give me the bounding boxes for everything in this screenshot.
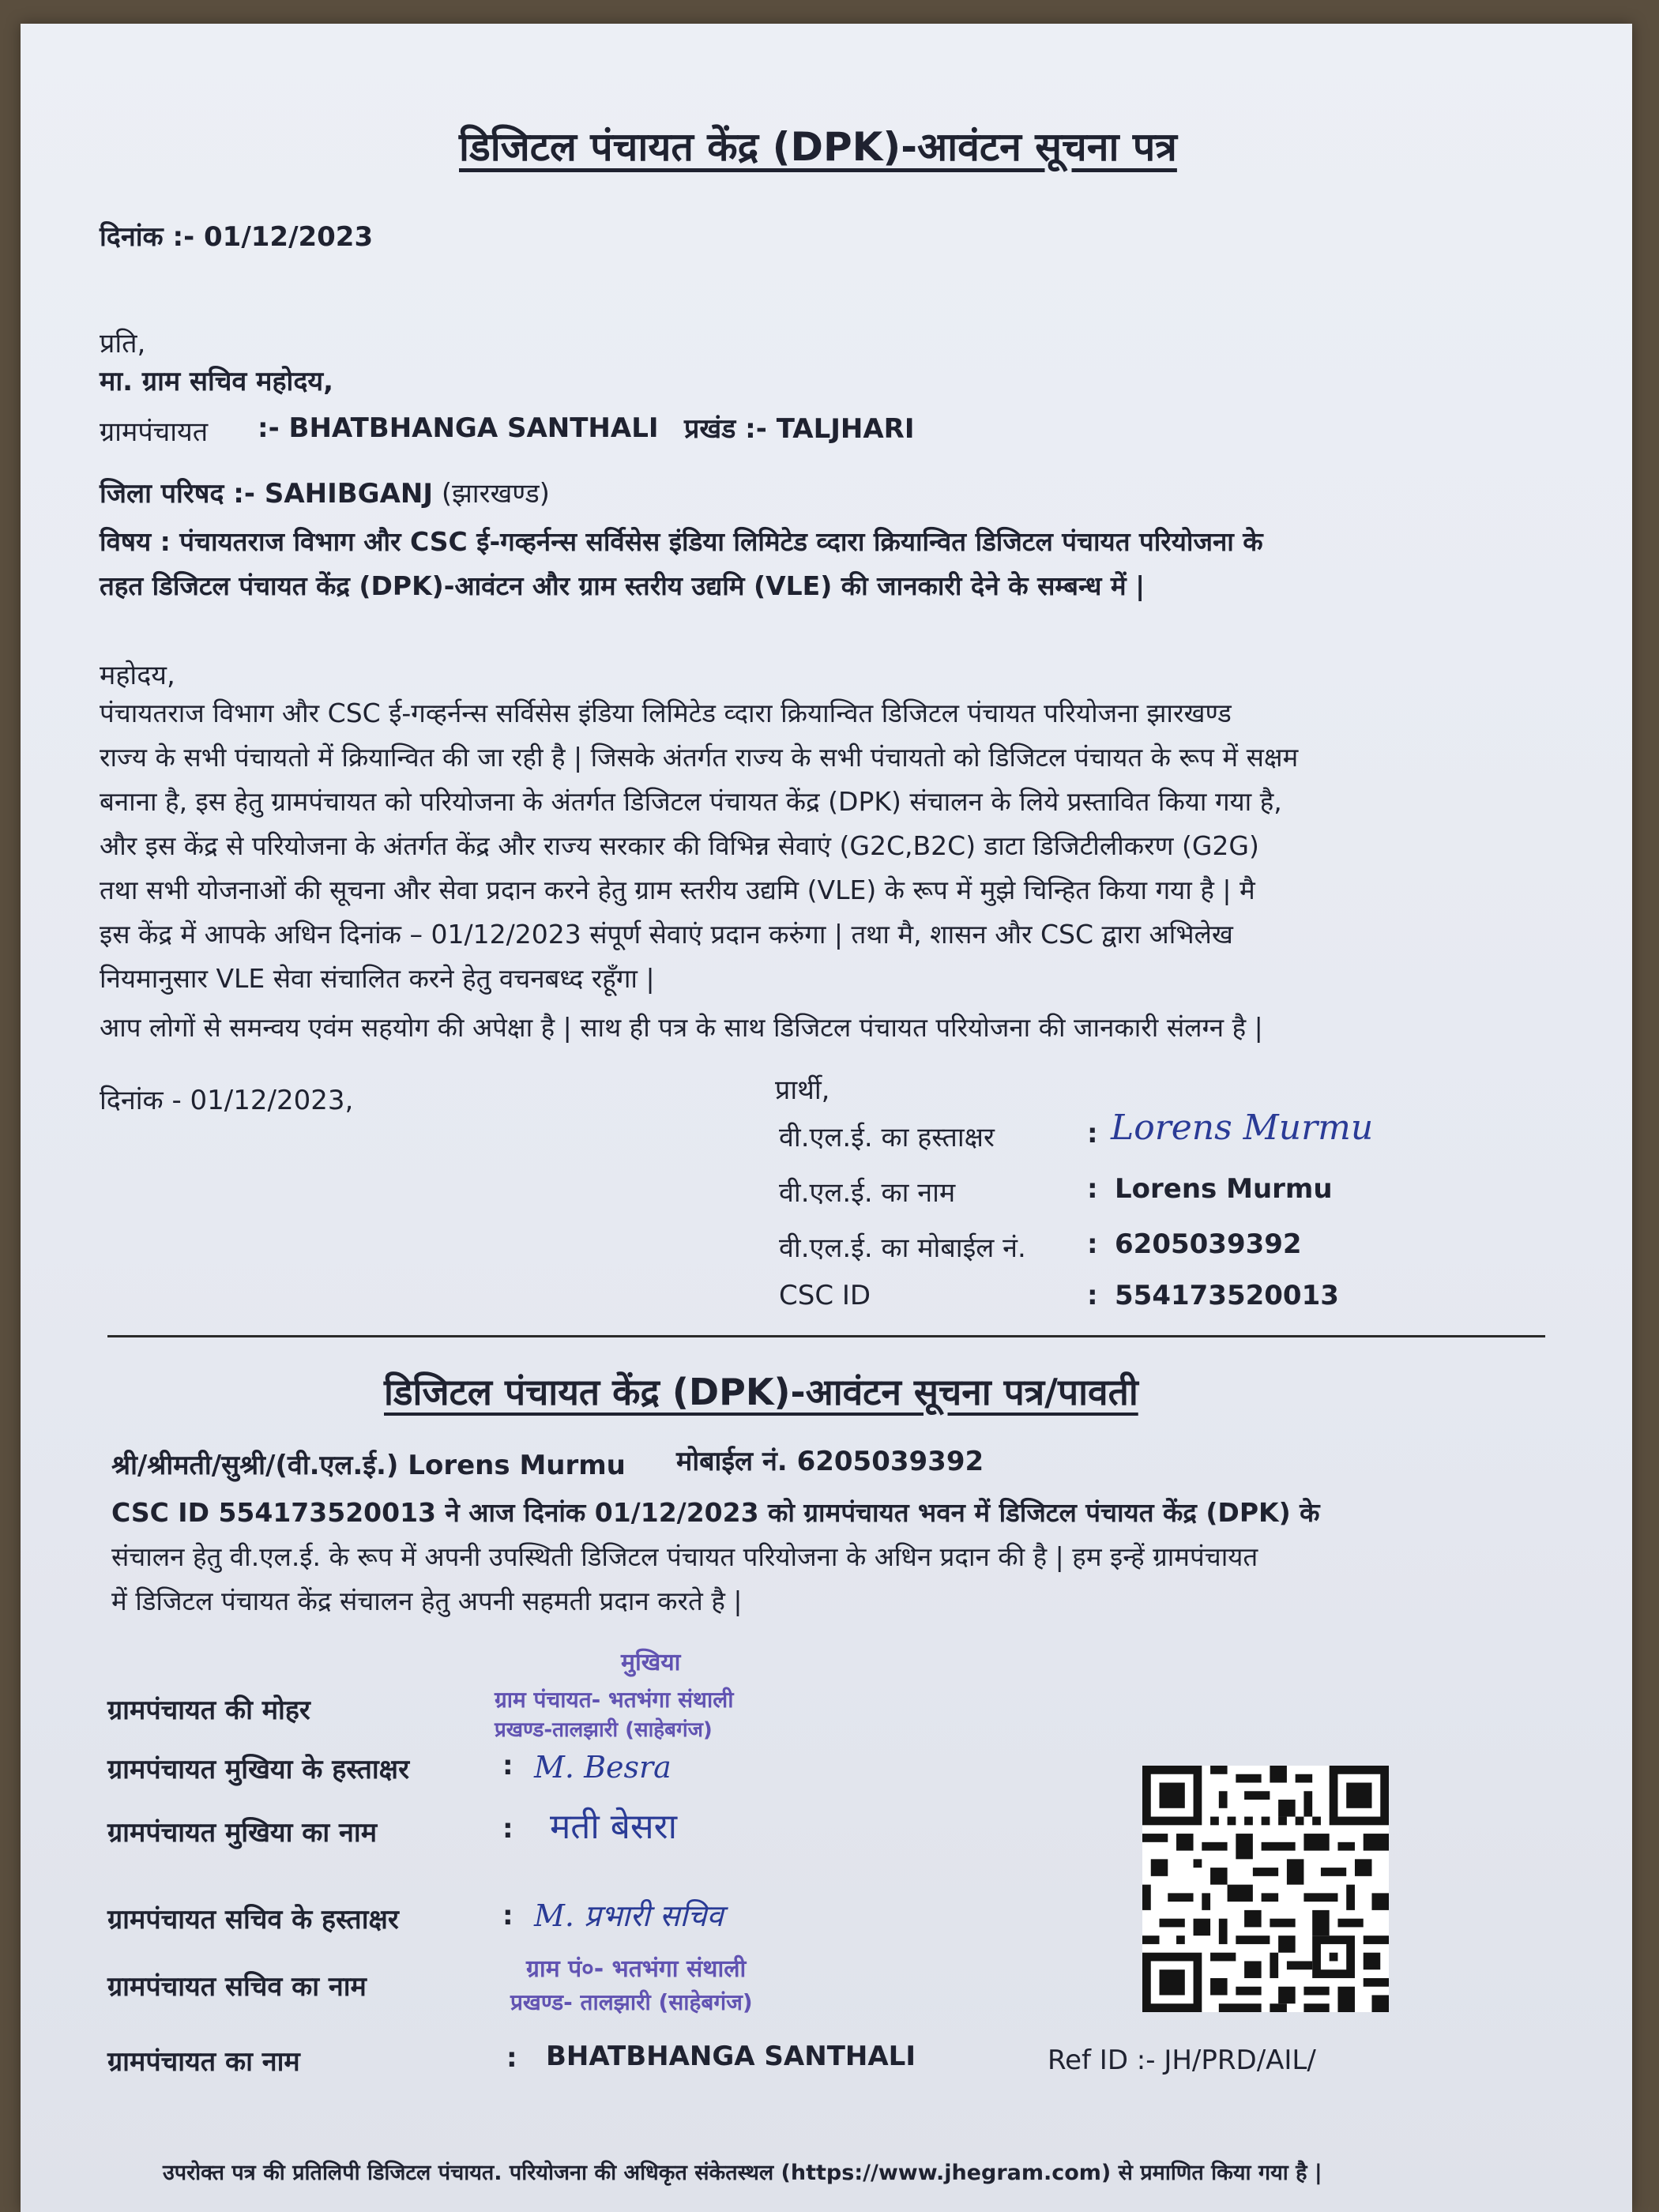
receipt-line: संचालन हेतु वी.एल.ई. के रूप में अपनी उपस्थिती डिजिटल पंचायत परियोजना के अधिन प्रदान की है | हम इन्हें ग्रामपंचायत [111,1541,1258,1572]
receipt-line: में डिजिटल पंचायत केंद्र संचालन हेतु अपनी सहमती प्रदान करते है | [111,1586,743,1616]
secretary-stamp-line: प्रखण्ड- तालझारी (साहेबगंज) [510,1989,753,2015]
closing-line: आप लोगों से समन्वय एवंम सहयोग की अपेक्षा है | साथ ही पत्र के साथ डिजिटल पंचायत परियोजना की जानकारी संलग्न है | [100,1012,1263,1043]
district-value [100,474,550,510]
body-line: बनाना है, इस हेतु ग्रामपंचायत को परियोजना के अंतर्गत डिजिटल पंचायत केंद्र (DPK) संचालन के लिये प्रस्तावित किया गया है, [100,786,1282,817]
field-colon: : [506,2042,517,2074]
secretary-stamp-line: ग्राम पं०- भतभंगा संथाली [526,1955,747,1983]
applicant-label: प्रार्थी, [775,1074,830,1106]
divider [107,1335,1545,1337]
receipt-mobile: मोबाईल नं. 6205039392 [676,1446,984,1477]
body-line: इस केंद्र में आपके अधिन दिनांक – 01/12/2023 संपूर्ण सेवाएं प्रदान करुंगा | तथा मै, शासन और CSC द्वारा अभिलेख [100,919,1233,950]
vle-colon: : [1087,1280,1098,1311]
to-line: प्रति, [100,328,146,359]
receipt-line: CSC ID 554173520013 ने आज दिनांक 01/12/2023 को ग्रामपंचायत भवन में डिजिटल पंचायत केंद्र (DPK) के [111,1497,1320,1528]
qr-code [1142,1766,1389,2012]
letter-date: दिनांक :- 01/12/2023 [100,221,374,253]
mukhiya-name-label: ग्रामपंचायत मुखिया का नाम [107,1817,378,1849]
gp-value: :- BHATBHANGA SANTHALI [258,412,659,444]
vle-name: Lorens Murmu [1115,1173,1333,1205]
gp-name: BHATBHANGA SANTHALI [546,2041,916,2072]
footer-note: उपरोक्त पत्र की प्रतिलिपी डिजिटल पंचायत. परियोजना की अधिकृत संकेतस्थल (https://www.jhegram.com) से प्रमाणित किया गया है | [163,2161,1322,2185]
mukhiya-signature-label: ग्रामपंचायत मुखिया के हस्ताक्षर [107,1754,409,1785]
csc-id-label: CSC ID [779,1280,871,1311]
body-line: और इस केंद्र से परियोजना के अंतर्गत केंद्र और राज्य सरकार की विभिन्न सेवाएं (G2C,B2C) डाटा डिजिटीलीकरण (G2G) [100,830,1259,861]
vle-mobile-label: वी.एल.ई. का मोबाईल नं. [779,1232,1026,1264]
secretary-signature: M. प्रभारी सचिव [534,1898,724,1933]
letter-page [21,24,1632,2212]
salutation: महोदय, [100,660,175,691]
page-title: डिजिटल पंचायत केंद्र (DPK)-आवंटन सूचना पत्र [459,124,1177,170]
subject-block [100,520,1263,608]
subject-line: तहत डिजिटल पंचायत केंद्र (DPK)-आवंटन और ग्राम स्तरीय उद्यमि (VLE) की जानकारी देने के सम्बन्ध में | [100,570,1146,601]
block-value: प्रखंड :- TALJHARI [684,413,915,445]
receipt-name: श्री/श्रीमती/सुश्री/(वी.एल.ई.) Lorens Murmu [111,1450,626,1481]
body-line: तथा सभी योजनाओं की सूचना और सेवा प्रदान करने हेतु ग्राम स्तरीय उद्यमि (VLE) के रूप में मुझे चिन्हित किया गया है | मै [100,875,1255,905]
secretary-name-label: ग्रामपंचायत सचिव का नाम [107,1971,367,2003]
csc-id: 554173520013 [1115,1280,1339,1311]
body-line: राज्य के सभी पंचायतो में क्रियान्वित की जा रही है | जिसके अंतर्गत राज्य के सभी पंचायतो को डिजिटल पंचायत के रूप में सक्षम [100,742,1299,773]
mukhiya-stamp-line: प्रखण्ड-तालझारी (साहेबगंज) [495,1718,713,1742]
subject-line: विषय : पंचायतराज विभाग और CSC ई-गव्हर्नन्स सर्विसेस इंडिया लिमिटेड व्दारा क्रियान्वित डिजिटल पंचायत परियोजना के [100,526,1263,557]
receipt-paragraph [111,1491,1320,1623]
district-text: जिला परिषद :- SAHIBGANJ [100,478,433,510]
mukhiya-stamp-line: ग्राम पंचायत- भतभंगा संथाली [495,1687,734,1713]
signing-date: दिनांक - 01/12/2023, [100,1085,354,1116]
field-colon: : [502,1750,514,1781]
body-line: पंचायतराज विभाग और CSC ई-गव्हर्नन्स सर्विसेस इंडिया लिमिटेड व्दारा क्रियान्वित डिजिटल पंचायत परियोजना झारखण्ड [100,698,1232,728]
mukhiya-signature: M. Besra [534,1750,672,1785]
gp-name-label: ग्रामपंचायत का नाम [107,2046,300,2078]
vle-colon: : [1087,1228,1098,1260]
body-paragraph [100,691,1298,1050]
mukhiya-name: मती बेसरा [550,1807,678,1847]
addressee: मा. ग्राम सचिव महोदय, [100,366,334,397]
vle-colon: : [1087,1173,1098,1205]
vle-signature-label: वी.एल.ई. का हस्ताक्षर [779,1122,995,1153]
district-state: (झारखण्ड) [441,478,550,510]
field-colon: : [502,1813,514,1845]
body-line: नियमानुसार VLE सेवा संचालित करने हेतु वचनबध्द रहूँगा | [100,963,655,994]
receipt-title: डिजिटल पंचायत केंद्र (DPK)-आवंटन सूचना पत्र/पावती [384,1371,1138,1413]
secretary-signature-label: ग्रामपंचायत सचिव के हस्ताक्षर [107,1904,399,1936]
ref-id: Ref ID :- JH/PRD/AIL/ [1048,2045,1316,2076]
vle-signature: Lorens Murmu [1111,1108,1374,1148]
vle-mobile: 6205039392 [1115,1228,1302,1260]
gp-label: ग्रामपंचायत [100,416,209,448]
vle-name-label: वी.एल.ई. का नाम [779,1177,956,1209]
vle-colon: : [1087,1118,1098,1149]
gp-seal-label: ग्रामपंचायत की मोहर [107,1695,310,1726]
field-colon: : [502,1900,514,1932]
mukhiya-stamp-title: मुखिया [621,1649,681,1676]
